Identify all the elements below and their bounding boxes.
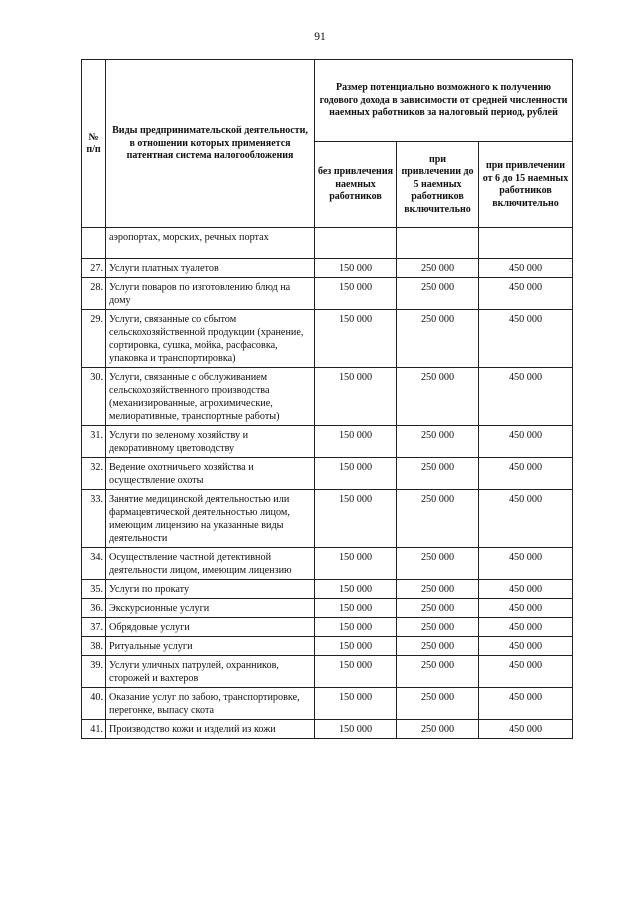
row-value-6-to-15: 450 000 <box>479 618 573 637</box>
table-header <box>82 60 573 228</box>
row-value-6-to-15: 450 000 <box>479 688 573 720</box>
table-row <box>82 490 573 548</box>
row-value-without-employees: 150 000 <box>315 278 397 310</box>
row-value-up-to-5: 250 000 <box>397 688 479 720</box>
row-value-without-employees: 150 000 <box>315 580 397 599</box>
row-activity: Ритуальные услуги <box>106 637 315 656</box>
row-number: 41. <box>82 720 106 739</box>
table-row <box>82 426 573 458</box>
row-value-up-to-5: 250 000 <box>397 548 479 580</box>
table-row <box>82 637 573 656</box>
table-row <box>82 580 573 599</box>
row-value-without-employees: 150 000 <box>315 490 397 548</box>
table-row <box>82 656 573 688</box>
row-activity: Осуществление частной детективной деятельности лицом, имеющим лицензию <box>106 548 315 580</box>
table-cell <box>82 228 106 259</box>
row-number: 31. <box>82 426 106 458</box>
table-row <box>82 548 573 580</box>
header-col-up-to-5: при привлечении до 5 наемных работников включительно <box>397 142 479 228</box>
row-value-6-to-15: 450 000 <box>479 580 573 599</box>
row-activity: Производство кожи и изделий из кожи <box>106 720 315 739</box>
row-value-up-to-5: 250 000 <box>397 637 479 656</box>
row-value-6-to-15: 450 000 <box>479 458 573 490</box>
table-row <box>82 259 573 278</box>
row-value-without-employees: 150 000 <box>315 259 397 278</box>
row-value-without-employees: 150 000 <box>315 618 397 637</box>
header-size-title: Размер потенциально возможного к получению годового дохода в зависимости от средней численности наемных работников за налоговый период, рублей <box>315 60 573 142</box>
row-value-without-employees: 150 000 <box>315 310 397 368</box>
row-activity: Услуги, связанные со сбытом сельскохозяйственной продукции (хранение, сортировка, сушка, мойка, расфасовка, упаковка и транспортировка) <box>106 310 315 368</box>
row-activity: Экскурсионные услуги <box>106 599 315 618</box>
row-value-6-to-15: 450 000 <box>479 548 573 580</box>
row-value-without-employees: 150 000 <box>315 599 397 618</box>
table-cell <box>479 228 573 259</box>
row-value-without-employees: 150 000 <box>315 548 397 580</box>
row-activity: Услуги поваров по изготовлению блюд на дому <box>106 278 315 310</box>
row-number: 35. <box>82 580 106 599</box>
row-value-up-to-5: 250 000 <box>397 720 479 739</box>
row-number: 29. <box>82 310 106 368</box>
table-row <box>82 458 573 490</box>
row-value-up-to-5: 250 000 <box>397 259 479 278</box>
row-value-without-employees: 150 000 <box>315 637 397 656</box>
table-row <box>82 368 573 426</box>
table-row <box>82 688 573 720</box>
table-row <box>82 310 573 368</box>
row-number: 32. <box>82 458 106 490</box>
row-value-up-to-5: 250 000 <box>397 368 479 426</box>
row-number: 36. <box>82 599 106 618</box>
row-value-up-to-5: 250 000 <box>397 278 479 310</box>
row-value-without-employees: 150 000 <box>315 368 397 426</box>
row-value-6-to-15: 450 000 <box>479 426 573 458</box>
row-value-without-employees: 150 000 <box>315 426 397 458</box>
row-value-up-to-5: 250 000 <box>397 618 479 637</box>
table-cell <box>315 228 397 259</box>
header-col-without-employees: без привлечения наемных работников <box>315 142 397 228</box>
row-number: 27. <box>82 259 106 278</box>
row-activity: Услуги по зеленому хозяйству и декоративному цветоводству <box>106 426 315 458</box>
continuation-text: аэропортах, морских, речных портах <box>106 228 315 259</box>
row-value-6-to-15: 450 000 <box>479 259 573 278</box>
header-num: № п/п <box>82 60 106 228</box>
row-value-up-to-5: 250 000 <box>397 656 479 688</box>
patent-income-table <box>81 59 573 739</box>
header-col-6-to-15: при привлечении от 6 до 15 наемных работников включительно <box>479 142 573 228</box>
row-value-6-to-15: 450 000 <box>479 310 573 368</box>
row-number: 37. <box>82 618 106 637</box>
row-activity: Ведение охотничьего хозяйства и осуществление охоты <box>106 458 315 490</box>
row-value-6-to-15: 450 000 <box>479 599 573 618</box>
table-row <box>82 599 573 618</box>
row-activity: Занятие медицинской деятельностью или фармацевтической деятельностью лицом, имеющим лицензию на указанные виды деятельности <box>106 490 315 548</box>
row-value-6-to-15: 450 000 <box>479 720 573 739</box>
table-row <box>82 278 573 310</box>
row-value-up-to-5: 250 000 <box>397 580 479 599</box>
row-value-up-to-5: 250 000 <box>397 458 479 490</box>
row-value-without-employees: 150 000 <box>315 688 397 720</box>
table-row <box>82 720 573 739</box>
table-row <box>82 618 573 637</box>
row-number: 28. <box>82 278 106 310</box>
row-activity: Услуги платных туалетов <box>106 259 315 278</box>
row-value-up-to-5: 250 000 <box>397 599 479 618</box>
row-number: 39. <box>82 656 106 688</box>
row-activity: Обрядовые услуги <box>106 618 315 637</box>
page-number: 91 <box>314 31 326 43</box>
row-value-up-to-5: 250 000 <box>397 426 479 458</box>
row-activity: Услуги, связанные с обслуживанием сельскохозяйственного производства (механизированные, агрохимические, мелиоративные, транспортные работы) <box>106 368 315 426</box>
row-value-up-to-5: 250 000 <box>397 310 479 368</box>
row-activity: Услуги уличных патрулей, охранников, сторожей и вахтеров <box>106 656 315 688</box>
header-activity: Виды предпринимательской деятельности, в отношении которых применяется патентная система налогообложения <box>106 60 315 228</box>
row-number: 30. <box>82 368 106 426</box>
row-number: 40. <box>82 688 106 720</box>
table-body <box>82 228 573 739</box>
row-value-without-employees: 150 000 <box>315 720 397 739</box>
row-value-6-to-15: 450 000 <box>479 637 573 656</box>
continuation-row <box>82 228 573 259</box>
table-cell <box>397 228 479 259</box>
row-value-without-employees: 150 000 <box>315 458 397 490</box>
row-value-6-to-15: 450 000 <box>479 368 573 426</box>
row-value-without-employees: 150 000 <box>315 656 397 688</box>
row-activity: Услуги по прокату <box>106 580 315 599</box>
row-activity: Оказание услуг по забою, транспортировке, перегонке, выпасу скота <box>106 688 315 720</box>
row-number: 38. <box>82 637 106 656</box>
row-value-6-to-15: 450 000 <box>479 490 573 548</box>
row-number: 34. <box>82 548 106 580</box>
row-number: 33. <box>82 490 106 548</box>
row-value-6-to-15: 450 000 <box>479 278 573 310</box>
row-value-6-to-15: 450 000 <box>479 656 573 688</box>
row-value-up-to-5: 250 000 <box>397 490 479 548</box>
